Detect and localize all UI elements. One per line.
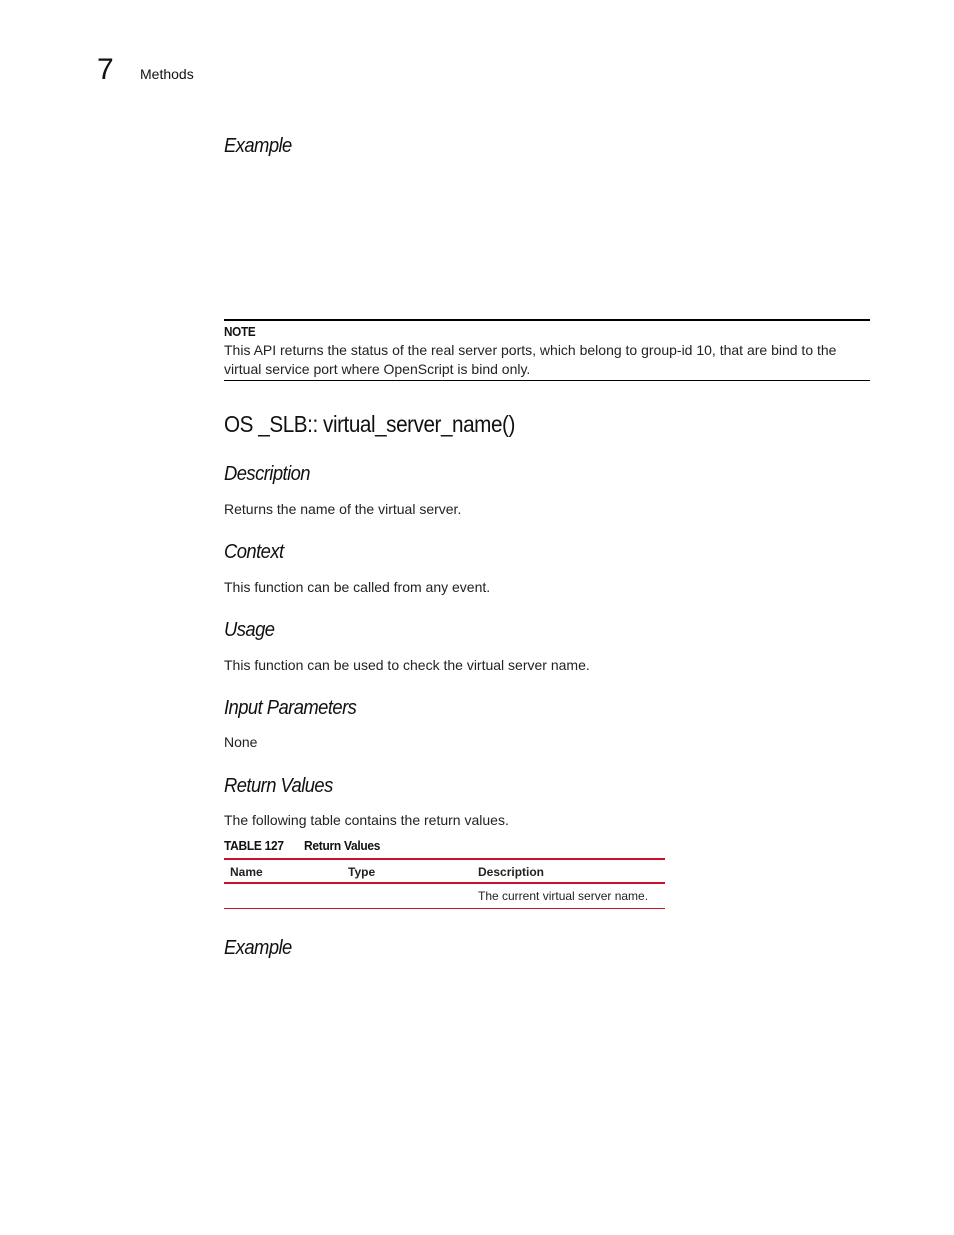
column-header-type: Type (342, 859, 472, 883)
function-title: OS _SLB:: virtual_server_name() (224, 411, 515, 437)
context-heading: Context (224, 541, 284, 563)
usage-text: This function can be used to check the virtual server name. (224, 657, 590, 673)
input-parameters-text: None (224, 734, 258, 750)
note-box (224, 319, 870, 381)
cell-type (342, 883, 472, 908)
description-text: Returns the name of the virtual server. (224, 501, 462, 517)
example-heading-top: Example (224, 135, 292, 157)
running-header: Methods (140, 66, 194, 82)
table-caption (224, 838, 380, 853)
table-row (224, 883, 665, 908)
column-header-name: Name (224, 859, 342, 883)
example-heading-bottom: Example (224, 937, 292, 959)
chapter-number: 7 (97, 53, 114, 86)
cell-name (224, 883, 342, 908)
column-header-description: Description (472, 859, 665, 883)
cell-description: The current virtual server name. (472, 883, 665, 908)
return-values-intro: The following table contains the return values. (224, 812, 509, 828)
table-header-row (224, 859, 665, 883)
input-parameters-heading: Input Parameters (224, 697, 357, 719)
description-heading: Description (224, 463, 310, 485)
usage-heading: Usage (224, 619, 275, 641)
context-text: This function can be called from any event. (224, 579, 491, 595)
table-label: TABLE 127 (224, 838, 284, 853)
return-values-heading: Return Values (224, 775, 333, 797)
table-title: Return Values (304, 838, 381, 853)
return-values-table (224, 858, 665, 909)
note-text: This API returns the status of the real server ports, which belong to group-id 10, that are bind to the virtual service port where OpenScript is bind only. (224, 342, 837, 377)
note-label: NOTE (224, 324, 256, 339)
